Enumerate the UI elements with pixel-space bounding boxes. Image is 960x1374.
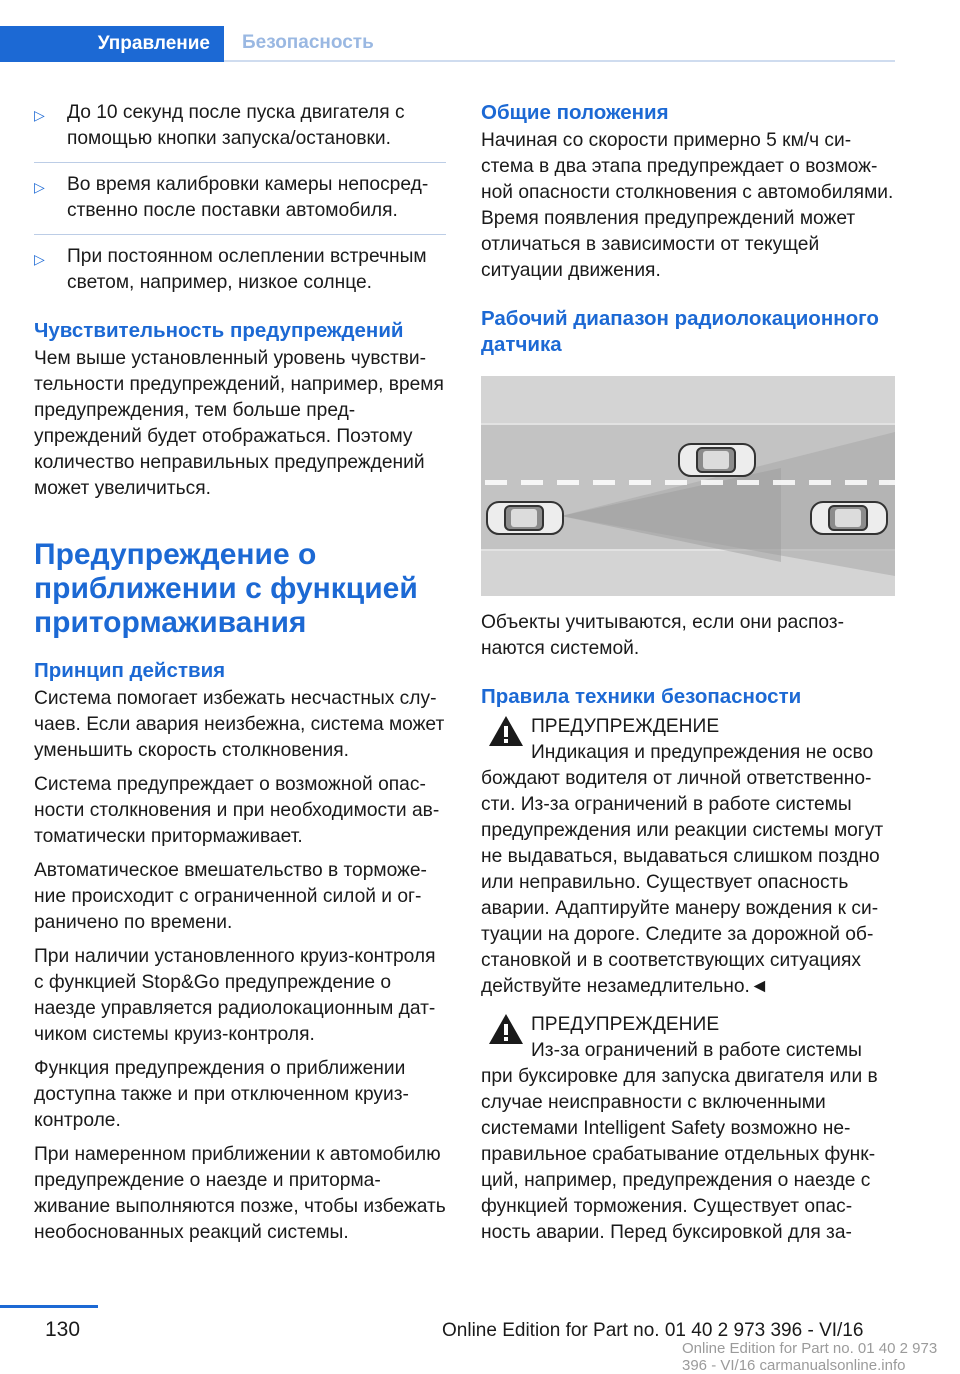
range-heading: Рабочий диапазон радиолокационного датчика — [481, 307, 879, 356]
warning-first-line: Индикация и предупреждения не осво — [531, 742, 874, 763]
tab-safety[interactable]: Безопасность — [242, 32, 374, 53]
warning-title: ПРЕДУПРЕЖДЕНИЕ — [531, 1014, 720, 1035]
section-title: Предупреждение о приближении с функцией притормаживания — [34, 538, 418, 639]
paragraph: При наличии установленного круиз-контроля с функцией Stop&Go предупреждение о наезде управляется радиолокационным датчиком системы круиз-контроля. — [34, 946, 436, 1045]
warning-triangle-icon — [481, 1012, 531, 1046]
warning-first-line: Из-за ограничений в работе системы — [531, 1040, 862, 1061]
watermark-text: Online Edition for Part no. 01 40 2 973 396 - VI/16 carmanualsonline.info — [682, 1340, 938, 1374]
ego-car-top — [487, 502, 563, 534]
general-text: Начиная со скорости примерно 5 км/ч система в два этапа предупреждает о возможной опасности столкновения с автомобилями. Время появления предупреждений может отличаться в зависимости от текущей ситуации движения. — [481, 130, 894, 281]
left-column — [34, 100, 446, 1254]
paragraph: Автоматическое вмешательство в торможение происходит с ограниченной силой и ограничено по времени. — [34, 860, 427, 933]
tab-control[interactable]: Управление — [0, 26, 224, 62]
list-item — [34, 172, 446, 224]
triangle-bullet-icon: ▷ — [34, 179, 45, 195]
list-item-text: Во время калибровки камеры непосредственно после поставки автомобиля. — [67, 174, 429, 221]
divider — [34, 234, 446, 235]
list-item-text: До 10 секунд после пуска двигателя с помощью кнопки запуска/остановки. — [67, 102, 405, 149]
warning-block — [481, 714, 895, 1000]
triangle-bullet-icon: ▷ — [34, 107, 45, 123]
footer-accent-bar — [0, 1305, 98, 1308]
list-item-text: При постоянном ослеплении встречным светом, например, низкое солнце. — [67, 246, 427, 293]
principle-heading: Принцип действия — [34, 659, 226, 682]
paragraph: Система предупреждает о возможной опасности столкновения и при необходимости автоматически притормаживает. — [34, 774, 440, 847]
warning-text: при буксировке для запуска двигателя или в случае неисправности с включенными системами Intelligent Safety возможно неправильное срабатывание отдельных функций, например, предупреждения о наезде с функцией торможения. Существует опасность аварии. Перед буксировкой для за- — [481, 1066, 878, 1243]
list-item — [34, 244, 446, 296]
warning-text: бождают водителя от личной ответственности. Из-за ограничений в работе системы предупреждения или реакции системы могут не выдаваться, выдаваться слишком поздно или неправильно. Существует опасность аварии. Адаптируйте манеру вождения к ситуации на дороге. Следите за дорожной обстановкой и в соответствующих ситуациях действуйте незамедлительно.◄ — [481, 768, 884, 997]
warning-triangle-icon — [481, 714, 531, 748]
warning-block — [481, 1012, 895, 1246]
warning-title: ПРЕДУПРЕЖДЕНИЕ — [531, 716, 720, 737]
edition-note: Online Edition for Part no. 01 40 2 973 396 - VI/16 — [442, 1320, 864, 1341]
page-number: 130 — [45, 1318, 81, 1341]
sensitivity-heading: Чувствительность предупреждений — [34, 319, 404, 342]
safety-heading: Правила техники безопасности — [481, 685, 802, 708]
triangle-bullet-icon: ▷ — [34, 251, 45, 267]
general-heading: Общие положения — [481, 101, 669, 124]
sensitivity-text: Чем выше установленный уровень чувствительности предупреждений, например, время предупреждения, тем больше предупреждений будет отображаться. Поэтому количество неправильных предупреждений может увеличиться. — [34, 348, 444, 499]
paragraph: Функция предупреждения о приближении доступна также и при отключенном круиз-контроле. — [34, 1058, 409, 1131]
figure-caption: Объекты учитываются, если они распознаются системой. — [481, 612, 844, 659]
page-header — [0, 26, 895, 62]
car-right-top — [811, 502, 887, 534]
header-divider — [224, 60, 895, 62]
list-item — [34, 100, 446, 152]
right-column — [481, 100, 895, 1258]
car-ahead-top — [679, 444, 755, 476]
radar-range-illustration — [481, 376, 895, 596]
paragraph: При намеренном приближении к автомобилю предупреждение о наезде и притормaживание выполняются позже, чтобы избежать необоснованных реакций системы. — [34, 1144, 446, 1243]
paragraph: Система помогает избежать несчастных случаев. Если авария неизбежна, система может уменьшить скорость столкновения. — [34, 688, 445, 761]
divider — [34, 162, 446, 163]
